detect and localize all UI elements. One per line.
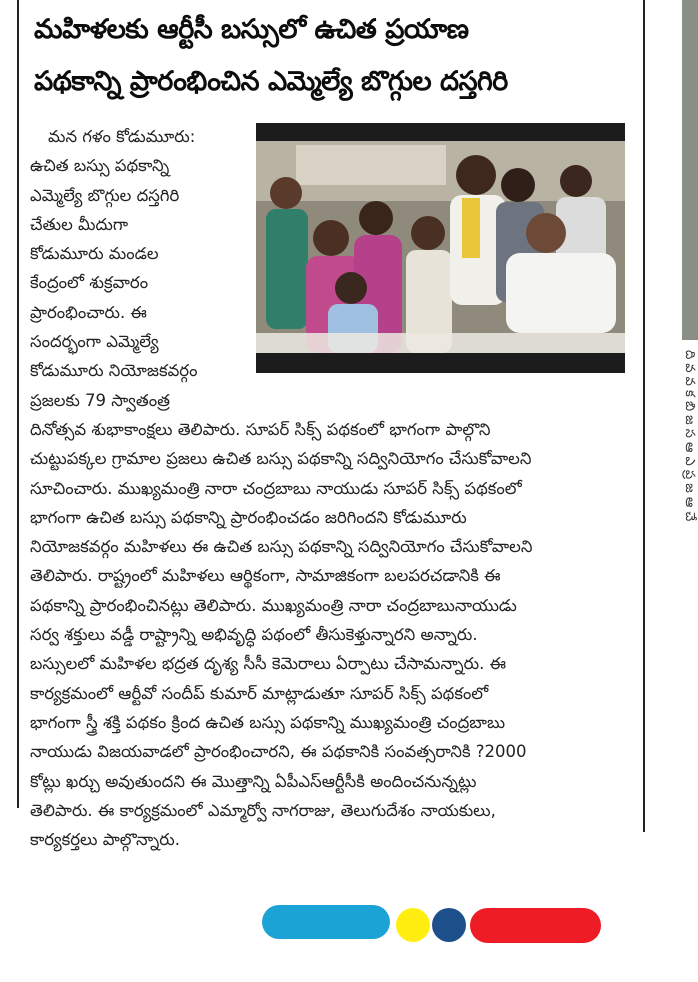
body-line: కేంద్రంలో శుక్రవారం [30, 273, 149, 293]
body-line: కార్యక్రమంలో ఆర్టీవో సందీప్ కుమార్ మాట్లాడుతూ సూపర్ సిక్స్ పథకంలో [30, 683, 489, 703]
body-line: భాగంగా ఉచిత బస్సు పథకాన్ని ప్రారంభించడం జరిగిందని కోడుమూరు [30, 507, 467, 527]
body-line: పథకాన్ని ప్రారంభించినట్లు తెలిపారు. ముఖ్యమంత్రి నారా చంద్రబాబునాయుడు [30, 595, 517, 615]
body-line: ప్రజలకు 79 స్వాతంత్ర [30, 390, 170, 410]
body-line: బస్సులలో మహిళల భద్రత దృశ్య సీసీ కెమెరాలు ఏర్పాటు చేసామన్నారు. ఈ [30, 654, 507, 674]
column-rule-left [17, 0, 19, 808]
body-line: ఎమ్మెల్యే బొగ్గుల దస్తగిరి [30, 185, 180, 205]
body-line: చేతుల మీదుగా [30, 214, 129, 234]
body-line: తెలిపారు. ఈ కార్యక్రమంలో ఎమ్మార్వో నాగరాజు, తెలుగుదేశం నాయకులు, [30, 800, 496, 820]
body-line: ప్రారంభించారు. ఈ [30, 302, 147, 322]
body-line: కార్యకర్తలు పాల్గొన్నారు. [30, 830, 180, 850]
article-narrow-column [30, 122, 250, 415]
red-pill-decoration [470, 908, 601, 943]
adjacent-photo-edge [682, 0, 698, 340]
body-line: సూచించారు. ముఖ్యమంత్రి నారా చంద్రబాబు నాయుడు సూపర్ సిక్స్ పథకంలో [30, 478, 522, 498]
article-body [30, 122, 630, 854]
body-line: కోట్లు ఖర్చు అవుతుందని ఈ మొత్తాన్ని ఏపీఎస్ఆర్టీసీకి అందించనున్నట్లు [30, 771, 477, 791]
blue-pill-decoration [262, 905, 390, 939]
headline-line-1: మహిళలకు ఆర్టీసీ బస్సులో ఉచిత ప్రయాణ [34, 14, 469, 45]
navy-dot-decoration [432, 908, 466, 942]
article-full-column [30, 415, 630, 854]
body-line: దినోత్సవ శుభాకాంక్షలు తెలిపారు. సూపర్ సిక్స్ పథకంలో భాగంగా పాల్గొని [30, 419, 491, 439]
body-line: సందర్భంగా ఎమ్మెల్యే [30, 332, 159, 352]
body-line: చుట్టుపక్కల గ్రామాల ప్రజలు ఉచిత బస్సు పథకాన్ని సద్వినియోగం చేసుకోవాలని [30, 449, 532, 469]
headline-line-2: పథకాన్ని ప్రారంభించిన ఎమ్మెల్యే బొగ్గుల దస్తగిరి [34, 66, 508, 97]
body-line: సర్వ శక్తులు వడ్డీ రాష్ట్రాన్ని అభివృద్ధి పథంలో తీసుకెళ్తున్నారని అన్నారు. [30, 625, 478, 645]
adjacent-column-text: ది వ వ క బి జ స ఆ ఎ ప్ర జ ఆ చే [682, 350, 697, 522]
headline [34, 4, 638, 108]
body-line: కోడుమూరు నియోజకవర్గం [30, 361, 198, 381]
column-rule-right [643, 0, 645, 832]
body-line: భాగంగా స్త్రీ శక్తి పథకం క్రింద ఉచిత బస్సు పథకాన్ని ముఖ్యమంత్రి చంద్రబాబు [30, 712, 506, 732]
body-line: తెలిపారు. రాష్ట్రంలో మహిళలు ఆర్థికంగా, సామాజికంగా బలపరచడానికి ఈ [30, 566, 501, 586]
yellow-dot-decoration [396, 908, 430, 942]
body-line: నాయుడు విజయవాడలో ప్రారంభించారని, ఈ పథకానికి సంవత్సరానికి ?2000 [30, 742, 527, 762]
body-line: కోడుమూరు మండల [30, 244, 159, 264]
body-line: ఉచిత బస్సు పథకాన్ని [30, 156, 170, 176]
dateline: మన గళం కోడుమూరు: [48, 127, 196, 146]
body-line: నియోజకవర్గం మహిళలు ఈ ఉచిత బస్సు పథకాన్ని సద్వినియోగం చేసుకోవాలని [30, 537, 533, 557]
